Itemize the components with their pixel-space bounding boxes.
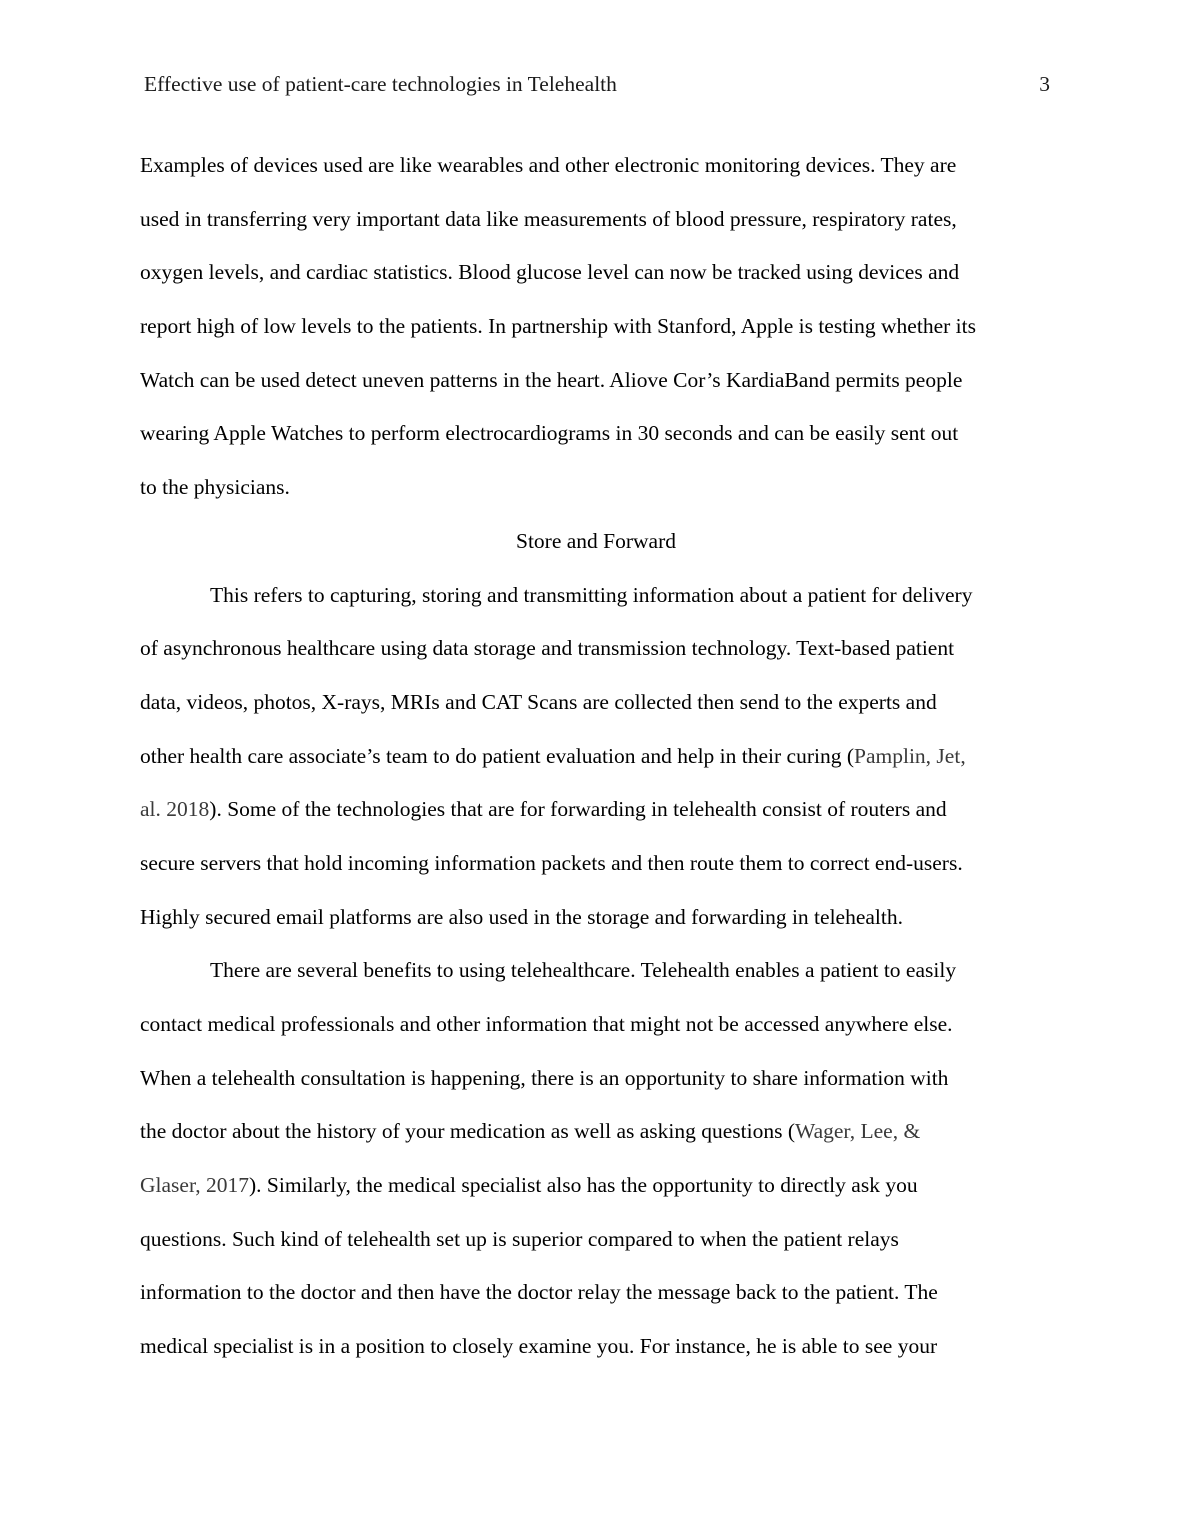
citation: al. 2018 bbox=[140, 797, 210, 822]
running-head: Effective use of patient-care technologies in Telehealth bbox=[144, 72, 617, 96]
section-heading: Store and Forward bbox=[515, 528, 677, 553]
text-line: questions. Such kind of telehealth set up is superior compared to when the patient relays bbox=[140, 1226, 899, 1251]
page-number: 3 bbox=[1039, 72, 1050, 96]
text-segment: the doctor about the history of your medication as well as asking questions ( bbox=[140, 1119, 796, 1144]
text-line: secure servers that hold incoming information packets and then route them to correct end-users. bbox=[140, 850, 963, 875]
text-line: Highly secured email platforms are also used in the storage and forwarding in telehealth. bbox=[140, 904, 903, 929]
text-line: There are several benefits to using telehealthcare. Telehealth enables a patient to easily bbox=[210, 958, 957, 983]
text-segment: ). Some of the technologies that are for forwarding in telehealth consist of routers and bbox=[209, 797, 947, 822]
text-line: to the physicians. bbox=[140, 475, 290, 500]
citation: Wager, Lee, & bbox=[795, 1119, 921, 1144]
text-line: used in transferring very important data like measurements of blood pressure, respiratory rates, bbox=[140, 206, 957, 231]
paragraph-store-forward bbox=[140, 569, 1052, 945]
text-line: wearing Apple Watches to perform electrocardiograms in 30 seconds and can be easily sent out bbox=[140, 421, 959, 446]
text-line: report high of low levels to the patients. In partnership with Stanford, Apple is testing whether its bbox=[140, 314, 976, 339]
text-line bbox=[140, 783, 1052, 837]
text-line: medical specialist is in a position to closely examine you. For instance, he is able to see your bbox=[140, 1334, 938, 1359]
text-line bbox=[140, 1159, 1052, 1213]
text-line: This refers to capturing, storing and transmitting information about a patient for delivery bbox=[210, 582, 973, 607]
citation: Pamplin, Jet, bbox=[854, 743, 966, 768]
text-line: of asynchronous healthcare using data storage and transmission technology. Text-based patient bbox=[140, 636, 955, 661]
citation: Glaser, 2017 bbox=[140, 1173, 250, 1198]
paragraph-benefits bbox=[140, 944, 1052, 1374]
text-line: information to the doctor and then have the doctor relay the message back to the patient. The bbox=[140, 1280, 938, 1305]
text-line: Examples of devices used are like wearables and other electronic monitoring devices. They are bbox=[140, 153, 957, 177]
text-segment: ). Similarly, the medical specialist also has the opportunity to directly ask you bbox=[249, 1173, 918, 1198]
paragraph-devices bbox=[140, 139, 1052, 515]
text-line: oxygen levels, and cardiac statistics. Blood glucose level can now be tracked using devices and bbox=[140, 260, 960, 285]
text-line bbox=[140, 730, 1052, 784]
text-line: data, videos, photos, X-rays, MRIs and CAT Scans are collected then send to the experts and bbox=[140, 689, 937, 714]
text-line: When a telehealth consultation is happening, there is an opportunity to share information with bbox=[140, 1065, 949, 1090]
text-line: contact medical professionals and other information that might not be accessed anywhere else. bbox=[140, 1012, 953, 1036]
document-body bbox=[140, 139, 1052, 1374]
text-segment: other health care associate’s team to do patient evaluation and help in their curing ( bbox=[140, 743, 855, 768]
text-line: Watch can be used detect uneven patterns in the heart. Aliove Cor’s KardiaBand permits people bbox=[140, 367, 963, 392]
text-line bbox=[140, 1105, 1052, 1159]
